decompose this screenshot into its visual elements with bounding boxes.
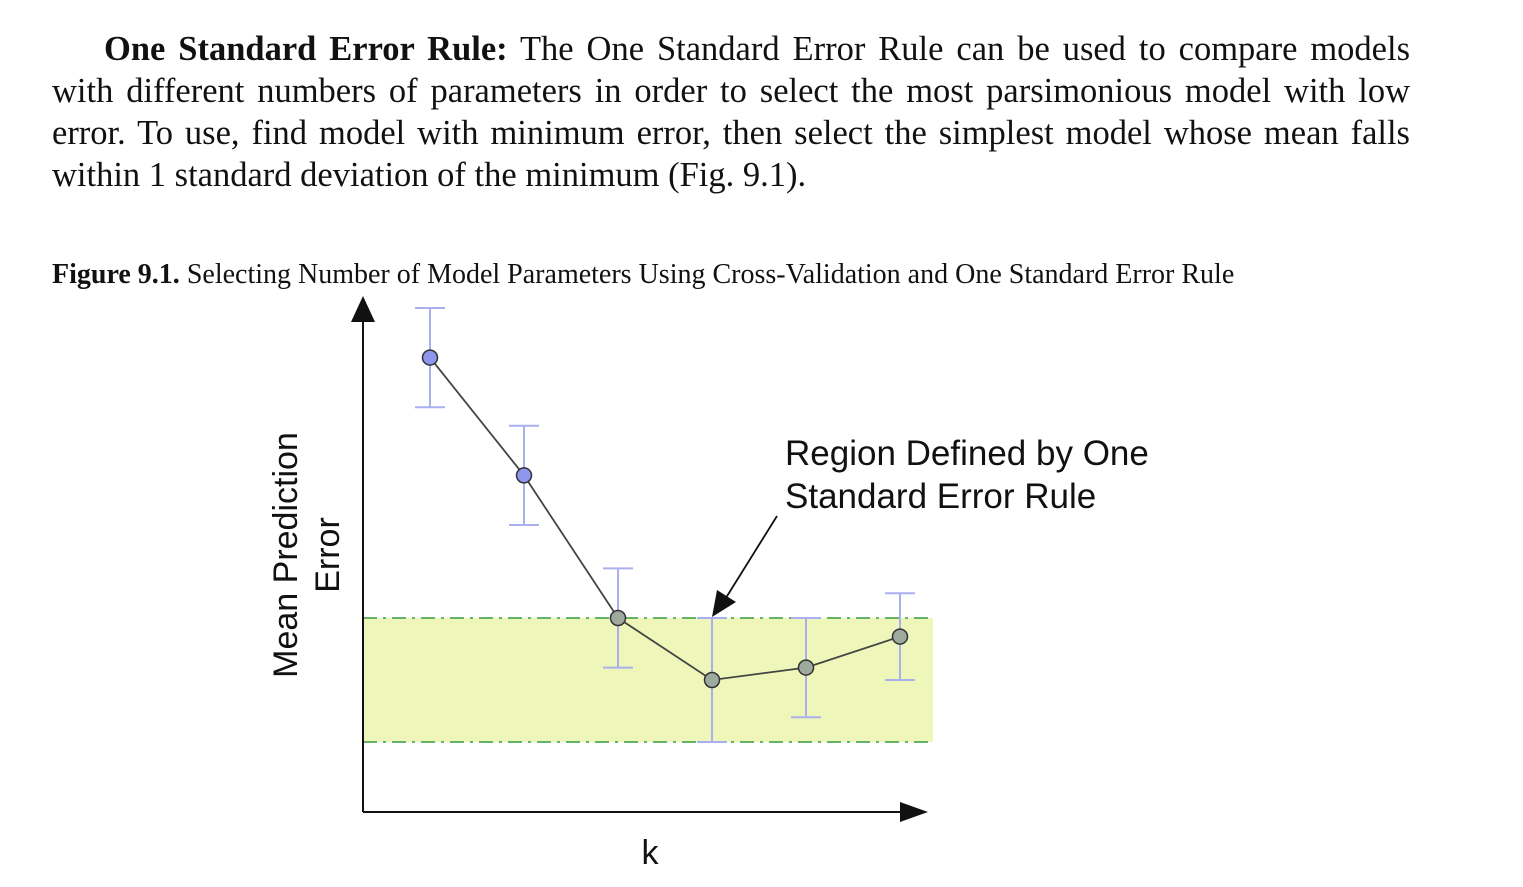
- annotation-pointer-line: [724, 516, 777, 601]
- x-axis-arrow-icon: [900, 802, 928, 822]
- one-se-region-band: [363, 618, 933, 742]
- data-point-1: [423, 350, 438, 365]
- rule-heading: One Standard Error Rule:: [104, 30, 508, 68]
- annotation-line1: Region Defined by One: [785, 434, 1149, 473]
- data-point-6: [893, 629, 908, 644]
- data-point-4: [705, 673, 720, 688]
- figure-caption-text: Selecting Number of Model Parameters Using Cross-Validation and One Standard Error Rule: [186, 259, 1235, 290]
- data-point-5: [799, 660, 814, 675]
- annotation-arrow-icon: [712, 590, 736, 617]
- y-axis-arrow-icon: [351, 296, 375, 322]
- annotation-line2: Standard Error Rule: [785, 477, 1097, 516]
- x-axis-label: k: [641, 834, 659, 872]
- y-axis-label-line1: Mean Prediction: [267, 432, 305, 678]
- rule-description: The One Standard Error Rule can be used to compare models with different numbers of parameters in order to select the most parsimonious model with low error. To use, find model with minimum error, then select the simplest model whose mean falls within 1 standard deviation of the minimum (Fig. 9.1).: [52, 30, 1411, 194]
- data-point-2: [517, 468, 532, 483]
- figure-label: Figure 9.1.: [52, 259, 180, 290]
- y-axis-label-line2: Error: [309, 517, 347, 593]
- data-point-3: [611, 611, 626, 626]
